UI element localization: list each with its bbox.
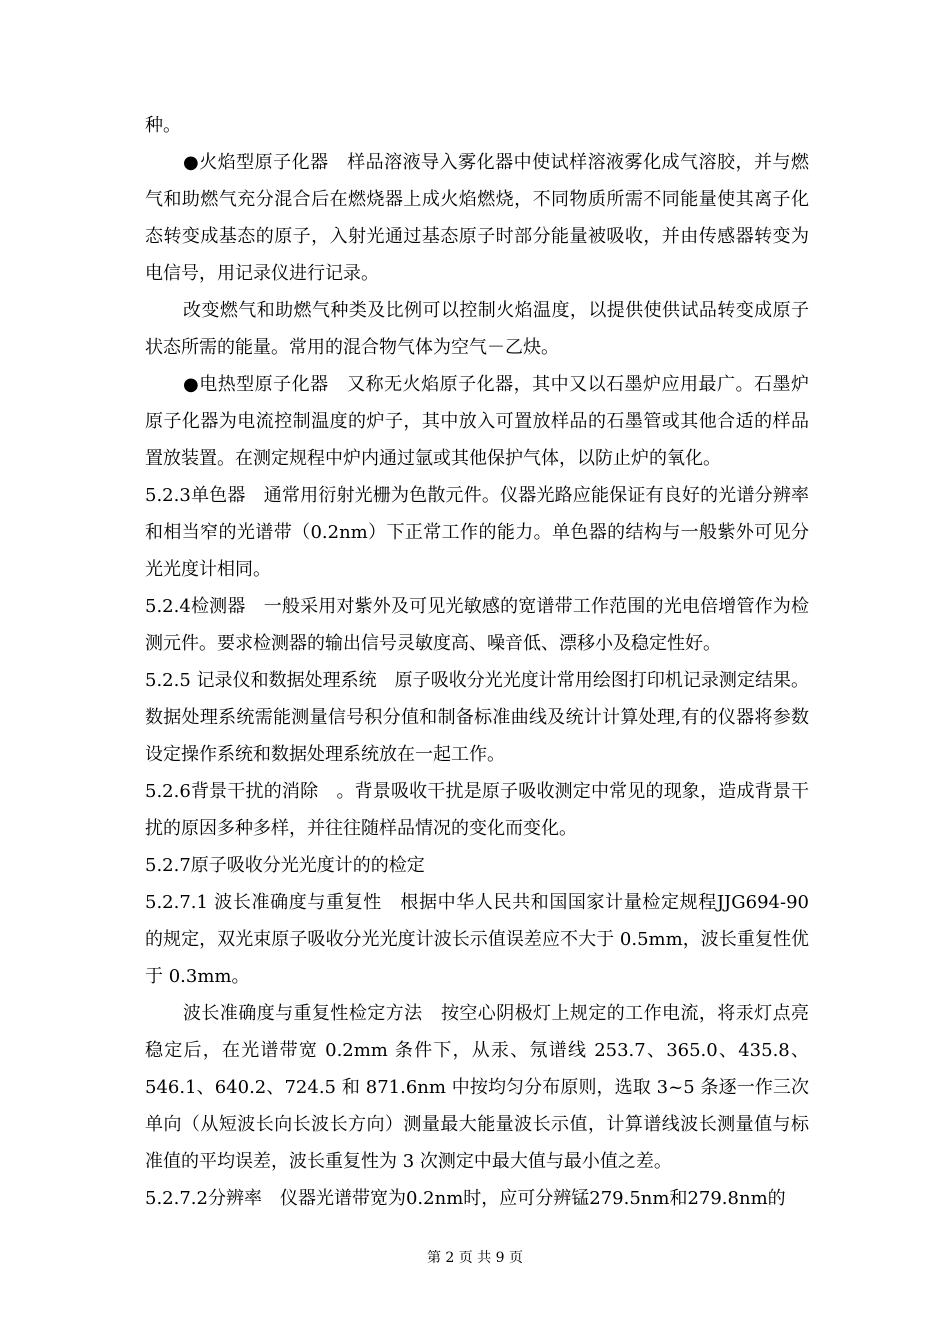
section-5-2-5-recorder: 5.2.5 记录仪和数据处理系统 原子吸收分光光度计常用绘图打印机记录测定结果。数据处理系统需能测量信号积分值和制备标准曲线及统计计算处理,有的仪器将参数设定操作系统和数据处理系统放在一起工作。 xyxy=(145,670,809,765)
section-5-2-3-monochromator: 5.2.3单色器 通常用衍射光栅为色散元件。仪器光路应能保证有良好的光谱分辨率和相当窄的光谱带（0.2nm）下正常工作的能力。单色器的结构与一般紫外可见分光光度计相同。 xyxy=(145,485,809,580)
section-5-2-4-detector: 5.2.4检测器 一般采用对紫外及可见光敏感的宽谱带工作范围的光电倍增管作为检测元件。要求检测器的输出信号灵敏度高、噪音低、漂移小及稳定性好。 xyxy=(145,596,809,654)
section-5-2-7-2-resolution: 5.2.7.2分辨率 仪器光谱带宽为0.2nm时，应可分辨锰279.5nm和279.8nm的 xyxy=(145,1188,786,1209)
body-text xyxy=(145,107,809,1217)
paragraph-flame-temperature: 改变燃气和助燃气种类及比例可以控制火焰温度，以提供使供试品转变成原子状态所需的能量。常用的混合物气体为空气－乙炔。 xyxy=(145,300,809,358)
paragraph-electrothermal-atomizer: ●电热型原子化器 又称无火焰原子化器，其中又以石墨炉应用最广。石墨炉原子化器为电流控制温度的炉子，其中放入可置放样品的石墨管或其他合适的样品置放装置。在测定规程中炉内通过氩或其他保护气体，以防止炉的氧化。 xyxy=(145,374,809,469)
section-5-2-7-1-wavelength: 5.2.7.1 波长准确度与重复性 根据中华人民共和国国家计量检定规程JJG694-90的规定，双光束原子吸收分光光度计波长示值误差应不大于 0.5mm，波长重复性优于 0.3mm。 xyxy=(145,892,809,987)
paragraph-continuation: 种。 xyxy=(145,115,181,136)
section-5-2-6-background: 5.2.6背景干扰的消除 。背景吸收干扰是原子吸收测定中常见的现象，造成背景干扰的原因多种多样，并往往随样品情况的变化而变化。 xyxy=(145,781,809,839)
section-5-2-7-verification: 5.2.7原子吸收分光光度计的的检定 xyxy=(145,855,425,876)
paragraph-flame-atomizer: ●火焰型原子化器 样品溶液导入雾化器中使试样溶液雾化成气溶胶，并与燃气和助燃气充分混合后在燃烧器上成火焰燃烧，不同物质所需不同能量使其离子化态转变成基态的原子，入射光通过基态原子时部分能量被吸收，并由传感器转变为电信号，用记录仪进行记录。 xyxy=(145,152,809,284)
page-footer: 第 2 页 共 9 页 xyxy=(426,1250,524,1266)
paragraph-wavelength-method: 波长准确度与重复性检定方法 按空心阴极灯上规定的工作电流，将汞灯点亮稳定后，在光谱带宽 0.2mm 条件下，从汞、氖谱线 253.7、365.0、435.8、546.1、640.2、724.5 和 871.6nm 中按均匀分布原则，选取 3~5 条逐一作三次单向（从短波长向长波长方向）测量最大能量波长示值，计算谱线波长测量值与标准值的平均误差，波长重复性为 3 次测定中最大值与最小值之差。 xyxy=(145,1003,809,1172)
